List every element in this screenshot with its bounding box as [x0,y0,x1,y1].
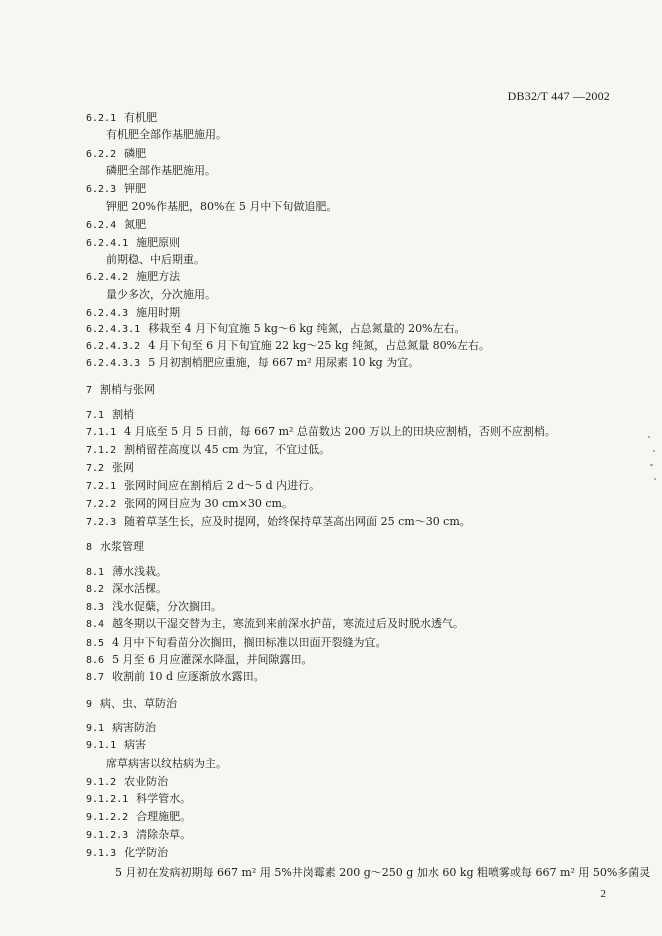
clause-6-2-4 [86,218,146,233]
clause-text: 有机肥全部作基肥施用。 [106,128,227,141]
clause-number: 9.1.2.1 [86,794,129,805]
clause-number: 6.2.4.1 [86,238,129,249]
clause-6-2-4-2 [86,270,180,285]
clause-text: 磷肥 [124,147,147,160]
clause-text: 施肥原则 [136,236,181,249]
clause-text [106,200,337,214]
clause-text: 张网的网目应为 30 cm×30 cm。 [124,497,293,510]
clause-text: 深水活棵。 [112,582,168,595]
clause-text: 前期稳、中后期重。 [106,253,205,266]
clause-9-1-2 [86,775,168,790]
clause-8-1 [86,565,167,580]
clause-number: 8.1 [86,567,105,578]
clause-7-2-3 [86,515,471,530]
clause-9 [86,697,177,712]
clause-7-2-1 [86,479,320,494]
clause-text: 薄水浅栽。 [112,565,168,578]
clause-text: 4 月中下旬看苗分次搁田，搁田标准以田面开裂缝为宜。 [112,636,387,649]
clause-text: 5 月初割梢肥应重施，每 667 m² 用尿素 10 kg 为宜。 [148,356,420,369]
clause-text: 病、虫、草防治 [100,697,178,710]
clause-text: 钾肥 [124,182,147,195]
clause-number: 6.2.4.2 [86,272,129,283]
clause-number: 9.1.2 [86,777,117,788]
clause-7-2 [86,461,134,476]
clause-text [106,164,216,178]
clause-number: 9.1.1 [86,740,117,751]
clause-text: 量少多次，分次施用。 [106,288,216,301]
clause-text: 收割前 10 d 应逐渐放水露田。 [112,670,265,683]
clause-text: 张网 [112,461,135,474]
clause-text: 割梢 [112,408,135,421]
clause-number: 6.2.4.3.2 [86,341,141,352]
clause-number: 9.1.2.2 [86,812,129,823]
clause-text: 张网时间应在割梢后 2 d～5 d 内进行。 [124,479,321,492]
clause-text: 病害防治 [112,721,157,734]
clause-6-2-4-3-1 [86,322,466,337]
clause-text: 化学防治 [124,846,169,859]
clause-8-3 [86,600,222,615]
clause-text: 科学管水。 [136,792,192,805]
clause-6-2-4-3 [86,306,180,321]
clause-number: 8.4 [86,619,105,630]
clause-number: 9.1.2.3 [86,830,129,841]
clause-7-1 [86,408,134,423]
clause-text: 钾肥 20%作基肥，80%在 5 月中下旬做追肥。 [106,200,338,213]
clause-number: 7.1.2 [86,445,117,456]
clause-6-2-4-3-3 [86,356,419,371]
clause-number: 8 [86,542,93,553]
clause-text: 割梢与张网 [100,383,156,396]
clause-number: 7.2.1 [86,481,117,492]
clause-number: 6.2.4.3.3 [86,358,141,369]
clause-number: 7.1.1 [86,427,117,438]
clause-number: 6.2.3 [86,184,117,195]
clause-text: 施用时期 [136,306,181,319]
clause-7-2-2 [86,497,293,512]
scan-artifact [644,430,660,500]
clause-8-4 [86,617,464,632]
clause-9-1-1 [86,738,146,753]
clause-number: 8.7 [86,672,105,683]
clause-8 [86,540,144,555]
clause-text [106,128,227,142]
clause-text: 5 月至 6 月应灌深水降温，并间隙露田。 [112,653,313,666]
clause-6-2-3 [86,182,146,197]
clause-text: 施肥方法 [136,270,181,283]
clause-text: 有机肥 [124,111,158,124]
clause-number: 7.2 [86,463,105,474]
clause-text: 5 月初在发病初期每 667 m² 用 5%井岗霉素 200 g～250 g 加水 60 kg 粗喷雾或每 667 m² 用 50%多菌灵 [115,866,651,879]
clause-number: 8.2 [86,584,105,595]
clause-9-1 [86,721,156,736]
clause-text: 清除杂草。 [136,828,192,841]
clause-7 [86,383,155,398]
clause-text: 席草病害以纹枯病为主。 [106,757,227,770]
clause-text [115,866,650,880]
clause-8-2 [86,582,167,597]
clause-text [106,757,227,771]
clause-8-6 [86,653,313,668]
clause-6-2-1 [86,111,157,126]
clause-number: 9.1 [86,723,105,734]
clause-number: 9 [86,699,93,710]
clause-text: 浅水促蘖，分次搁田。 [112,600,223,613]
clause-6-2-2 [86,147,146,162]
clause-text: 割梢留茬高度以 45 cm 为宜，不宜过低。 [124,443,331,456]
clause-9-1-2-2 [86,810,191,825]
clause-number: 7.2.3 [86,517,117,528]
clause-text: 越冬期以干湿交替为主，寒流到来前深水护苗，寒流过后及时脱水透气。 [112,617,465,630]
clause-number: 8.6 [86,655,105,666]
clause-number: 6.2.4.3 [86,308,129,319]
clause-text: 氮肥 [124,218,147,231]
clause-7-1-2 [86,443,330,458]
document-code: DB32/T 447 —2002 [507,89,610,103]
clause-number: 6.2.4 [86,220,117,231]
clause-text: 病害 [124,738,147,751]
clause-number: 7.2.2 [86,499,117,510]
clause-number: 6.2.1 [86,113,117,124]
clause-9-1-3 [86,846,168,861]
clause-9-1-2-1 [86,792,191,807]
clause-number: 7.1 [86,410,105,421]
clause-number: 6.2.4.3.1 [86,324,141,335]
clause-text: 随着草茎生长，应及时提网，始终保持草茎高出网面 25 cm～30 cm。 [124,515,471,528]
clause-8-5 [86,636,387,651]
clause-number: 8.5 [86,638,105,649]
clause-text: 合理施肥。 [136,810,192,823]
clause-6-2-4-1 [86,236,180,251]
clause-text: 农业防治 [124,775,169,788]
clause-9-1-2-3 [86,828,191,843]
clause-7-1-1 [86,425,556,440]
clause-number: 6.2.2 [86,149,117,160]
page-number: 2 [600,888,606,900]
clause-number: 9.1.3 [86,848,117,859]
clause-text: 水浆管理 [100,540,145,553]
clause-6-2-4-3-2 [86,339,490,354]
clause-number: 8.3 [86,602,105,613]
clause-number: 7 [86,385,93,396]
clause-text: 移栽至 4 月下旬宜施 5 kg～6 kg 纯氮，占总氮量的 20%左右。 [148,322,466,335]
clause-8-7 [86,670,265,685]
clause-text: 4 月下旬至 6 月下旬宜施 22 kg～25 kg 纯氮，占总氮量 80%左右。 [148,339,491,352]
clause-text [106,253,205,267]
clause-text: 4 月底至 5 月 5 日前，每 667 m² 总苗数达 200 万以上的田块应割梢，否则不应割梢。 [124,425,556,438]
clause-text: 磷肥全部作基肥施用。 [106,164,216,177]
clause-text [106,288,216,302]
